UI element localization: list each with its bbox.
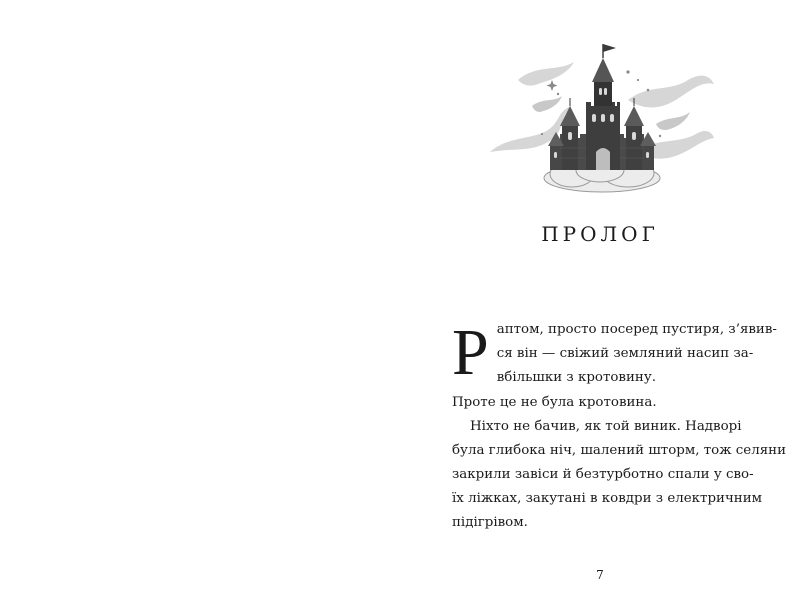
castle-icon — [548, 44, 656, 170]
right-page — [400, 0, 800, 615]
castle-on-cloud-illustration — [488, 40, 716, 200]
text-line: аптом, просто посеред пустиря, з’явив- — [496, 322, 777, 337]
text-line: їх ліжках, закутані в ковдри з електричним — [452, 491, 763, 506]
text-line: Проте це не була кротовина. — [452, 395, 657, 410]
text-line: підігрівом. — [452, 515, 528, 530]
text-line: вбільшки з кротовину. — [496, 370, 656, 385]
text-line: закрили завіси й безтурботно спали у сво- — [452, 467, 754, 482]
text-line: ся він — свіжий земляний насип за- — [496, 346, 754, 361]
text-line: Ніхто не бачив, як той виник. Надворі — [470, 419, 742, 434]
page-number: 7 — [596, 568, 604, 582]
chapter-title: ПРОЛОГ — [541, 222, 659, 246]
text-line: була глибока ніч, шалений шторм, тож селяни — [452, 443, 787, 458]
drop-cap: Р — [452, 316, 489, 389]
paragraph-1 — [452, 316, 777, 390]
paragraph-3 — [452, 415, 787, 535]
body-text — [452, 316, 787, 535]
paragraph-2 — [452, 391, 738, 415]
